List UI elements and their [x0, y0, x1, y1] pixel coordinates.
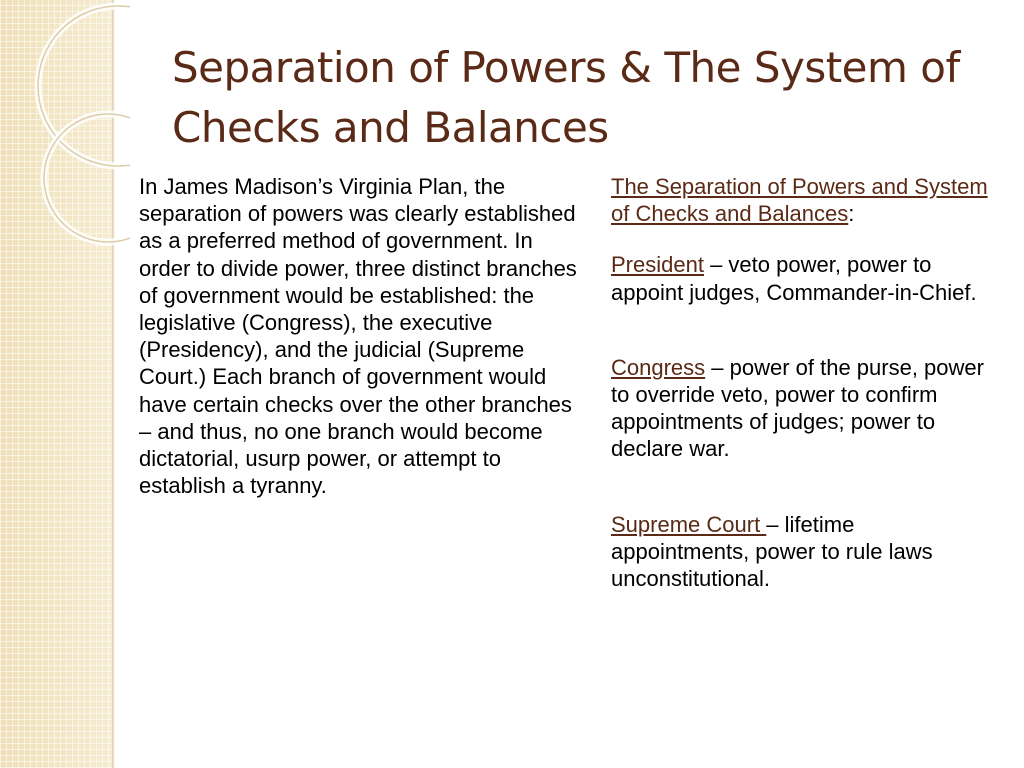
congress-item — [611, 354, 996, 463]
decorative-circles-graphic — [0, 0, 130, 260]
congress-term: Congress — [611, 354, 706, 380]
right-column — [611, 173, 996, 592]
supreme-court-item — [611, 511, 996, 593]
president-item — [611, 251, 996, 305]
slide-title: Separation of Powers & The System of Checks and Balances — [172, 43, 960, 152]
president-description: – veto power, power to appoint judges, Commander-in-Chief. — [611, 252, 977, 305]
congress-description: – power of the purse, power to override veto, power to confirm appointments of judges; power to declare war. — [611, 354, 984, 462]
checks-heading: The Separation of Powers and System of Checks and Balances — [611, 174, 988, 227]
supreme-court-term: Supreme Court — [611, 511, 767, 537]
left-paragraph: In James Madison’s Virginia Plan, the separation of powers was clearly established as a preferred method of government. In order to divide power, three distinct branches of government would be established: the legislative (Congress), the executive (Presidency), and the judicial (Supreme Court.) Each branch of government would have certain checks over the other branches – and thus, no one branch would become dictatorial, usurp power, or attempt to establish a tyranny. — [139, 174, 577, 499]
checks-heading-colon: : — [848, 201, 855, 227]
supreme-court-description: – lifetime appointments, power to rule laws unconstitutional. — [611, 511, 933, 592]
left-column — [139, 173, 579, 499]
president-term: President — [611, 252, 704, 278]
checks-heading-line — [611, 173, 996, 227]
